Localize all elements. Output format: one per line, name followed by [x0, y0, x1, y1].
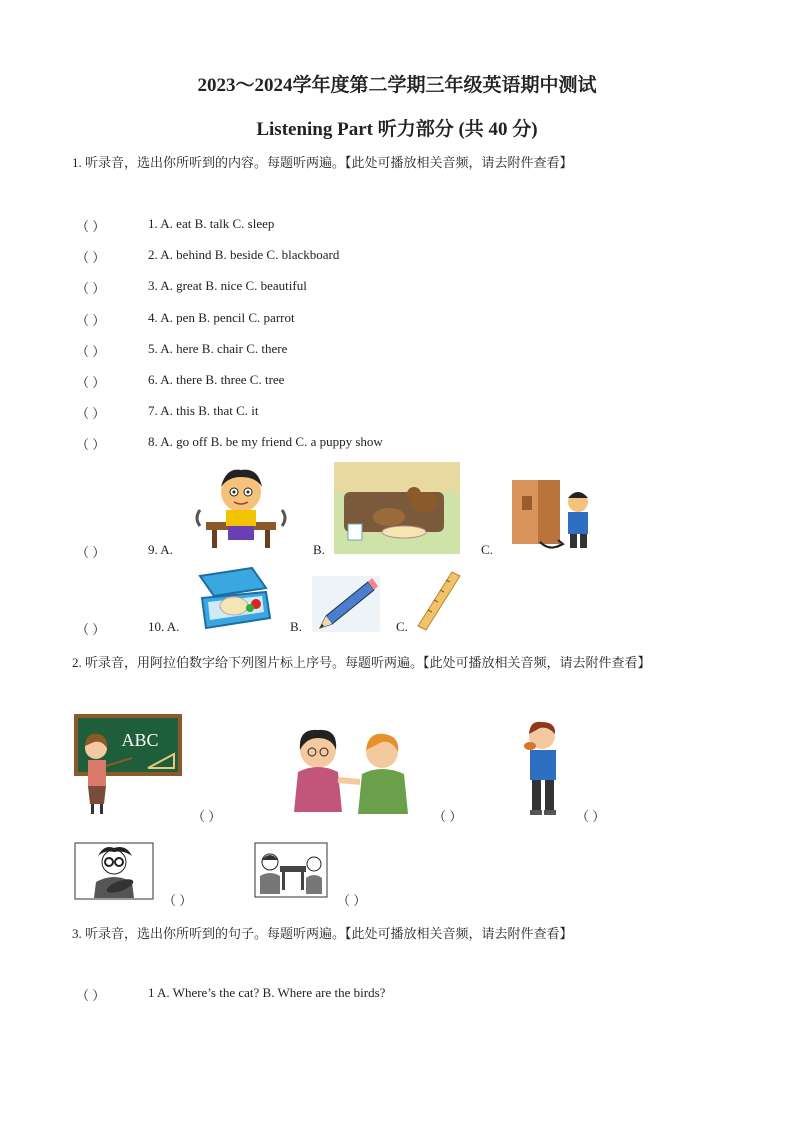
question-1: 1. A. eat B. talk C. sleep: [148, 216, 275, 231]
question-9-label: 9. A.: [148, 542, 173, 557]
boy-sitting-image: [186, 462, 296, 554]
boy-eating-image: [518, 716, 568, 818]
option-b-label: B.: [290, 619, 302, 634]
answer-blank[interactable]: （ ）: [76, 313, 106, 328]
blackboard-text: ABC: [121, 730, 159, 750]
answer-blank[interactable]: （ ）: [76, 250, 106, 265]
question-6: 6. A. there B. three C. tree: [148, 372, 285, 387]
page-subtitle: Listening Part 听力部分 (共 40 分): [256, 119, 538, 140]
two-people-talking-image: [284, 722, 416, 818]
answer-blank[interactable]: （ ）: [76, 375, 106, 390]
teacher-blackboard-image: [74, 714, 182, 818]
question-5: 5. A. here B. chair C. there: [148, 341, 288, 356]
option-c-label: C.: [481, 542, 493, 557]
answer-blank[interactable]: （ ）: [76, 281, 106, 296]
question-10-label: 10. A.: [148, 619, 180, 634]
answer-blank[interactable]: （ ）: [76, 219, 106, 234]
lunch-box-image: [192, 566, 276, 634]
pencil-image: [312, 576, 380, 632]
answer-blank[interactable]: （ ）: [192, 809, 222, 824]
boy-behind-box-image: [498, 472, 600, 554]
person-with-glasses-image: [74, 842, 154, 900]
section1-instruction: 1. 听录音，选出你所听到的内容。每题听两遍。【此处可播放相关音频，请去附件查看】: [72, 155, 573, 170]
ruler-image: [414, 570, 464, 632]
question-3: 3. A. great B. nice C. beautiful: [148, 278, 307, 293]
answer-blank[interactable]: （ ）: [433, 809, 463, 824]
question-4: 4. A. pen B. pencil C. parrot: [148, 310, 295, 325]
classroom-desk-image: [254, 842, 328, 898]
question-7: 7. A. this B. that C. it: [148, 403, 259, 418]
answer-blank[interactable]: （ ）: [76, 406, 106, 421]
question-2: 2. A. behind B. beside C. blackboard: [148, 247, 340, 262]
answer-blank[interactable]: （ ）: [76, 437, 106, 452]
page-title: 2023～2024学年度第二学期三年级英语期中测试: [197, 75, 597, 96]
option-c-label: C.: [396, 619, 408, 634]
section2-instruction: 2. 听录音，用阿拉伯数字给下列图片标上序号。每题听两遍。【此处可播放相关音频，请去附件查看】: [72, 655, 651, 670]
answer-blank[interactable]: （ ）: [76, 622, 106, 637]
answer-blank[interactable]: （ ）: [576, 809, 606, 824]
question-8: 8. A. go off B. be my friend C. a puppy show: [148, 434, 383, 449]
answer-blank[interactable]: （ ）: [76, 545, 106, 560]
option-b-label: B.: [313, 542, 325, 557]
answer-blank[interactable]: （ ）: [163, 893, 193, 908]
section3-question-1: 1 A. Where’s the cat? B. Where are the birds?: [148, 985, 386, 1000]
answer-blank[interactable]: （ ）: [76, 344, 106, 359]
answer-blank[interactable]: （ ）: [337, 893, 367, 908]
answer-blank[interactable]: （ ）: [76, 988, 106, 1003]
dogs-eating-image: [334, 462, 460, 554]
section3-instruction: 3. 听录音，选出你所听到的句子。每题听两遍。【此处可播放相关音频，请去附件查看】: [72, 926, 573, 941]
